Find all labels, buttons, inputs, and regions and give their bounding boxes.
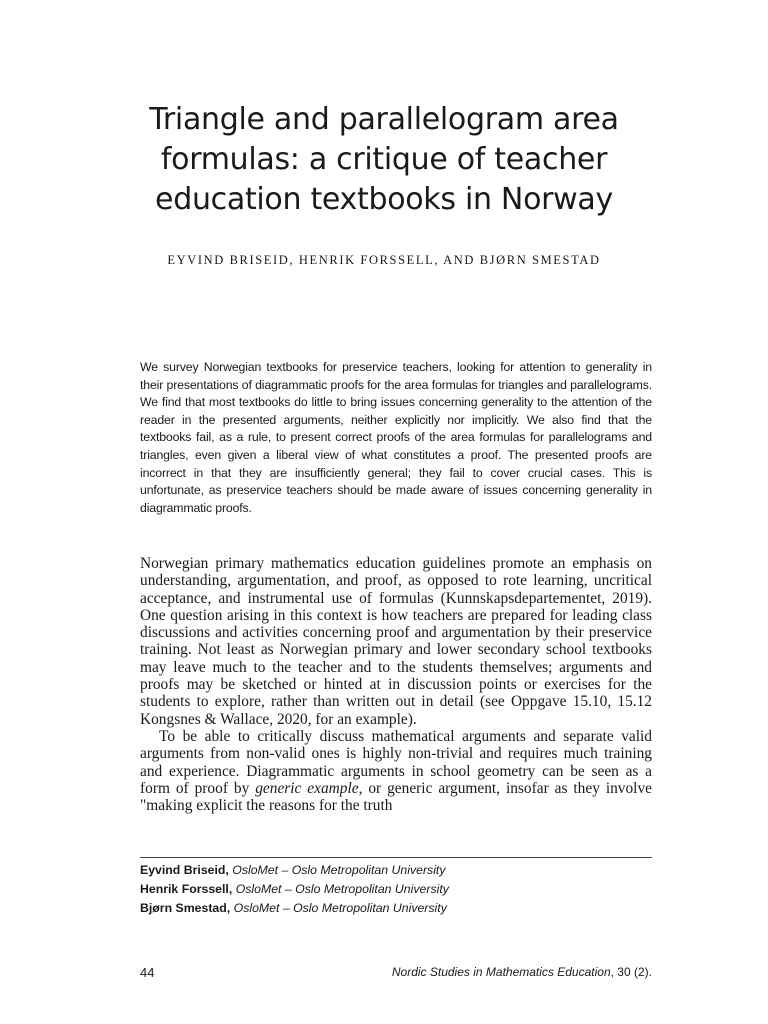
page-number: 44 — [140, 965, 155, 980]
body-text — [140, 555, 652, 814]
journal-citation — [392, 965, 652, 979]
body-paragraph — [140, 728, 652, 814]
affiliation-line — [140, 899, 652, 918]
body-text-span: To be able to critically discuss mathematical arguments and separate valid arguments from non-valid ones is highly non-trivial and requires much training and experience. Diagrammatic arguments in school geometry can be seen as a form of proof by — [140, 727, 652, 797]
affiliation-line — [140, 880, 652, 899]
affiliation-author: Henrik Forssell, — [140, 882, 233, 896]
author-list: EYVIND BRISEID, HENRIK FORSSELL, AND BJØRN SMESTAD — [167, 253, 601, 267]
affiliation-institution: OsloMet – Oslo Metropolitan University — [232, 863, 446, 877]
author-affiliations — [140, 861, 652, 918]
affiliation-line — [140, 861, 652, 880]
footnote-divider — [140, 857, 652, 858]
journal-issue: , 30 (2). — [610, 965, 652, 979]
affiliation-institution: OsloMet – Oslo Metropolitan University — [235, 882, 449, 896]
journal-name: Nordic Studies in Mathematics Education — [391, 965, 611, 979]
body-paragraph: Norwegian primary mathematics education guidelines promote an emphasis on understanding, argumentation, and proof, as opposed to rote learning, uncritical acceptance, and instrumental use of formulas (Kunnskapsdepartementet, 2019). One question arising in this context is how teachers are prepared for leading class discussions and activities concerning proof and argumentation by their preservice training. Not least as Norwegian primary and lower secondary school textbooks may leave much to the teacher and to the students themselves; arguments and proofs may be sketched or hinted at in discussion points or exercises for the students to explore, rather than written out in detail (see Oppgave 15.10, 15.12 Kongsnes & Wallace, 2020, for an example). — [140, 555, 652, 728]
body-text-span: , or generic argument, insofar as they involve "making explicit the reasons for the truth — [140, 779, 652, 815]
emphasis-text: generic example — [255, 779, 359, 797]
affiliation-institution: OsloMet – Oslo Metropolitan University — [233, 901, 447, 915]
paper-title: Triangle and parallelogram area formulas: a critique of teacher education textbooks in Norway — [149, 102, 619, 217]
affiliation-author: Eyvind Briseid, — [140, 863, 229, 877]
affiliation-author: Bjørn Smestad, — [140, 901, 231, 915]
abstract: We survey Norwegian textbooks for preservice teachers, looking for attention to generality in their presentations of diagrammatic proofs for the area formulas for triangles and parallelograms. We find that most textbooks do little to bring issues concerning generality to the attention of the reader in the presented arguments, neither explicitly nor implicitly. We also find that the textbooks fail, as a rule, to present correct proofs of the area formulas for parallelograms and triangles, even given a liberal view of what constitutes a proof. The presented proofs are incorrect in that they are insufficiently general; they fail to cover crucial cases. This is unfortunate, as preservice teachers should be made aware of issues concerning generality in diagrammatic proofs. — [140, 360, 652, 515]
